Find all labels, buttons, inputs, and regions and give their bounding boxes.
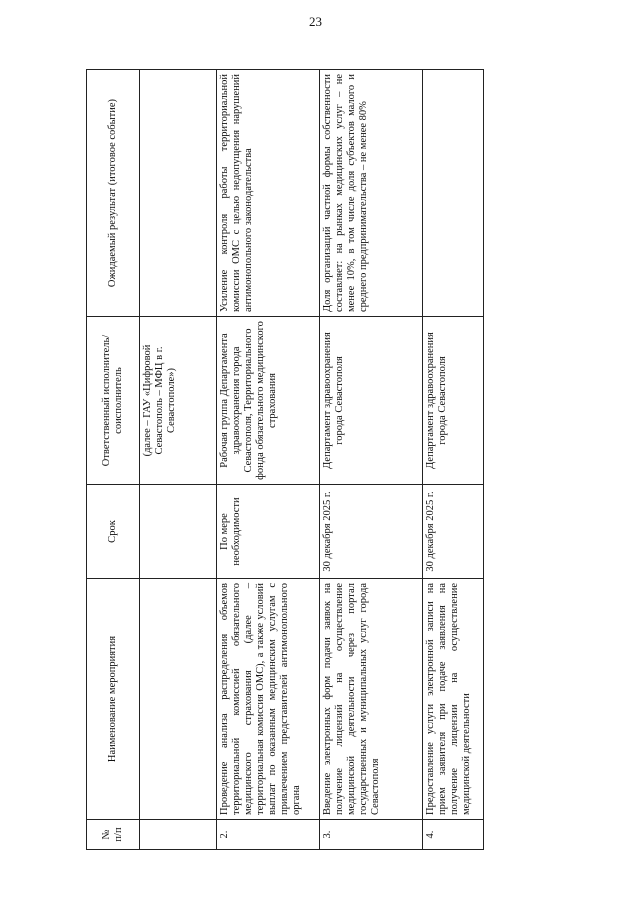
header-responsible: Ответственный исполнитель/ соисполнитель xyxy=(87,317,140,485)
cell-num: 4. xyxy=(423,820,484,850)
header-num: № п/п xyxy=(87,820,140,850)
cell-action: Введение электронных форм подачи заявок на получение лицензий на осуществление медицинской деятельности через портал государственных и муниципальных услуг города Севастополя xyxy=(320,579,423,820)
table-row xyxy=(320,70,423,850)
cell-term xyxy=(140,485,217,579)
cell-result: Доля организаций частной формы собственности составляет: на рынках медицинских услуг – не менее 10%, в том числе доля субъектов малого и среднего предпринимательства – не менее 80% xyxy=(320,70,423,317)
header-term: Срок xyxy=(87,485,140,579)
cell-responsible: Департамент здравоохранения города Севастополя xyxy=(320,317,423,485)
cell-result xyxy=(423,70,484,317)
header-result: Ожидаемый результат (итоговое событие) xyxy=(87,70,140,317)
cell-responsible: (далее – ГАУ «Цифровой Севастополь – МФЦ в г. Севастополе») xyxy=(140,317,217,485)
cell-result xyxy=(140,70,217,317)
rotated-table-container xyxy=(86,70,556,850)
cell-action: Предоставление услуги электронной записи на прием заявителя при подаче заявления на получение лицензии на осуществление медицинской деятельности xyxy=(423,579,484,820)
cell-term: 30 декабря 2025 г. xyxy=(320,485,423,579)
action-plan-table xyxy=(86,69,484,850)
cell-term: По мере необходимости xyxy=(217,485,320,579)
cell-result: Усиление контроля работы территориальной комиссии ОМС с целью недопущения нарушений антимонопольного законодательства xyxy=(217,70,320,317)
cell-num xyxy=(140,820,217,850)
page-number: 23 xyxy=(309,14,322,29)
header-action: Наименование мероприятия xyxy=(87,579,140,820)
cell-num: 2. xyxy=(217,820,320,850)
cell-num: 3. xyxy=(320,820,423,850)
cell-responsible: Рабочая группа Департамента здравоохранения города Севастополя, Территориального фонда обязательного медицинского страхования xyxy=(217,317,320,485)
cell-action xyxy=(140,579,217,820)
table-row-continuation xyxy=(140,70,217,850)
cell-responsible: Департамент здравоохранения города Севастополя xyxy=(423,317,484,485)
cell-action: Проведение анализа распределения объемов территориальной комиссией обязательного медицинского страхования (далее – территориальная комиссия ОМС), а также условий выплат по оказанным медицинским услугам с привлечением представителей антимонопольного органа xyxy=(217,579,320,820)
table-row xyxy=(217,70,320,850)
table-header-row xyxy=(87,70,140,850)
table-row xyxy=(423,70,484,850)
cell-term: 30 декабря 2025 г. xyxy=(423,485,484,579)
